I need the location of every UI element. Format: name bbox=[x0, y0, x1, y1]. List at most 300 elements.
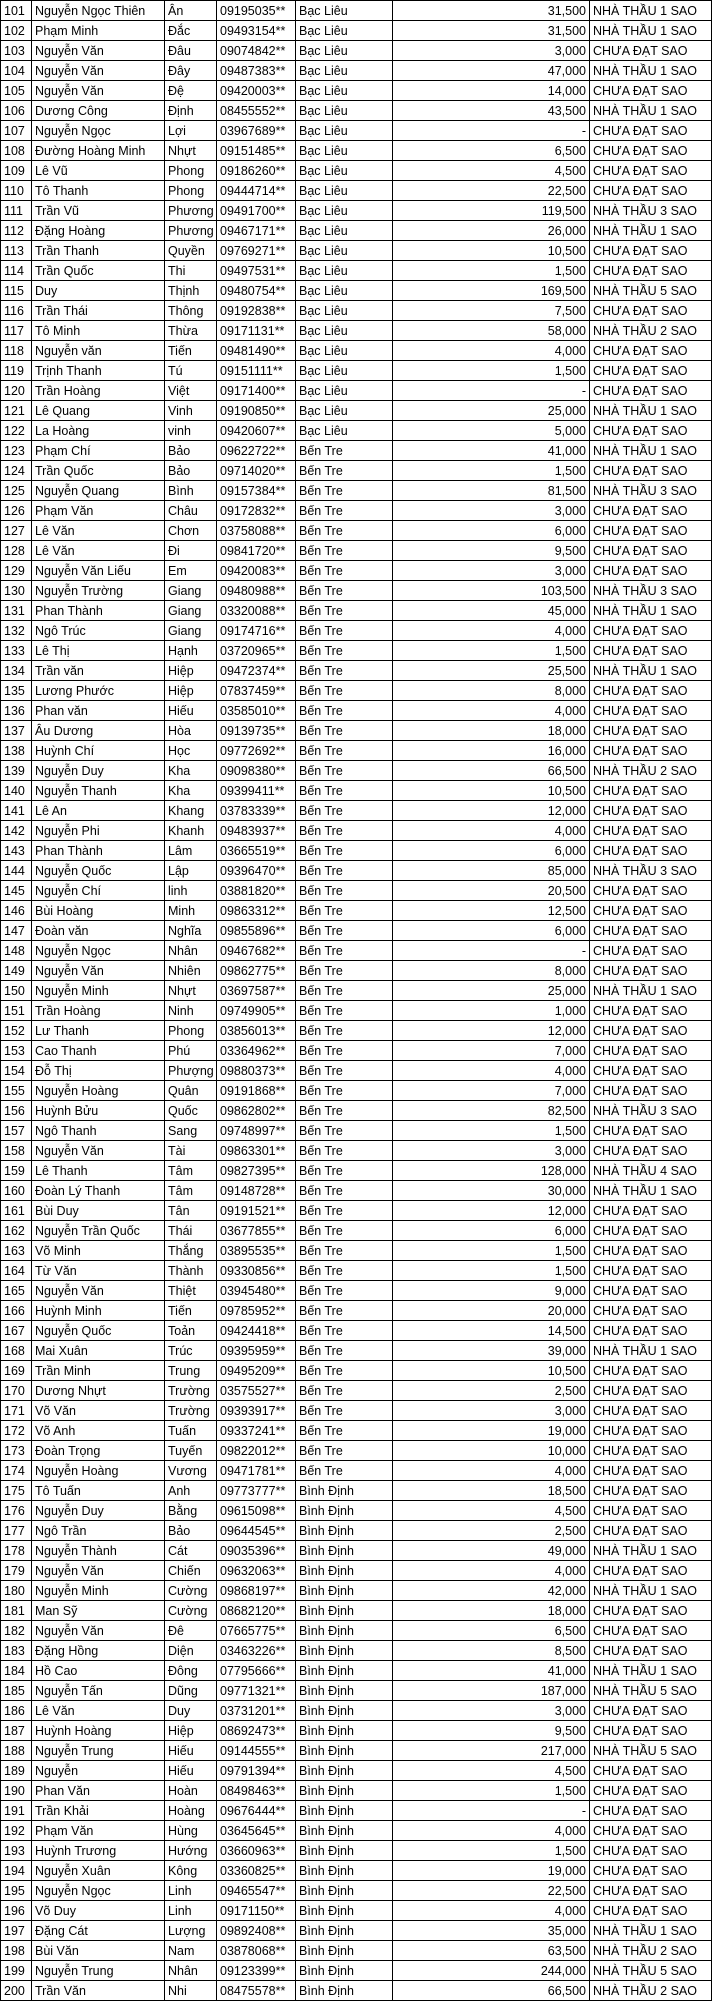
row-number-cell: 185 bbox=[1, 1681, 32, 1701]
row-number-cell: 117 bbox=[1, 321, 32, 341]
table-row bbox=[1, 1481, 712, 1501]
rank-status-cell: NHÀ THẦU 1 SAO bbox=[590, 21, 712, 41]
given-name-cell: Giang bbox=[165, 601, 217, 621]
last-middle-name-cell: Bùi Hoàng bbox=[32, 901, 165, 921]
rank-status-cell: CHƯA ĐẠT SAO bbox=[590, 1261, 712, 1281]
table-row bbox=[1, 421, 712, 441]
rank-status-cell: CHƯA ĐẠT SAO bbox=[590, 1361, 712, 1381]
rank-status-cell: NHÀ THẦU 1 SAO bbox=[590, 441, 712, 461]
points-cell: 187,000 bbox=[393, 1681, 590, 1701]
given-name-cell: Hoàng bbox=[165, 1801, 217, 1821]
province-cell: Bến Tre bbox=[296, 641, 393, 661]
last-middle-name-cell: Đoàn văn bbox=[32, 921, 165, 941]
points-cell: 9,000 bbox=[393, 1281, 590, 1301]
points-cell: 35,000 bbox=[393, 1921, 590, 1941]
table-row bbox=[1, 241, 712, 261]
row-number-cell: 171 bbox=[1, 1401, 32, 1421]
last-middle-name-cell: Huỳnh Trương bbox=[32, 1841, 165, 1861]
rank-status-cell: NHÀ THẦU 2 SAO bbox=[590, 321, 712, 341]
phone-number-cell: 03585010** bbox=[217, 701, 296, 721]
points-cell: 4,000 bbox=[393, 1821, 590, 1841]
last-middle-name-cell: Nguyễn Quang bbox=[32, 481, 165, 501]
given-name-cell: Lợi bbox=[165, 121, 217, 141]
phone-number-cell: 09785952** bbox=[217, 1301, 296, 1321]
province-cell: Bến Tre bbox=[296, 881, 393, 901]
points-cell: 12,000 bbox=[393, 1201, 590, 1221]
row-number-cell: 155 bbox=[1, 1081, 32, 1101]
given-name-cell: Em bbox=[165, 561, 217, 581]
last-middle-name-cell: Phạm Văn bbox=[32, 1821, 165, 1841]
row-number-cell: 105 bbox=[1, 81, 32, 101]
points-cell: 7,500 bbox=[393, 301, 590, 321]
province-cell: Bạc Liêu bbox=[296, 161, 393, 181]
table-row bbox=[1, 1261, 712, 1281]
given-name-cell: Tú bbox=[165, 361, 217, 381]
rank-status-cell: CHƯA ĐẠT SAO bbox=[590, 821, 712, 841]
table-row bbox=[1, 601, 712, 621]
row-number-cell: 190 bbox=[1, 1781, 32, 1801]
rank-status-cell: CHƯA ĐẠT SAO bbox=[590, 921, 712, 941]
row-number-cell: 130 bbox=[1, 581, 32, 601]
rank-status-cell: CHƯA ĐẠT SAO bbox=[590, 1801, 712, 1821]
last-middle-name-cell: Nguyễn Xuân bbox=[32, 1861, 165, 1881]
last-middle-name-cell: Nguyễn Văn bbox=[32, 1621, 165, 1641]
points-cell: 19,000 bbox=[393, 1421, 590, 1441]
row-number-cell: 163 bbox=[1, 1241, 32, 1261]
table-row bbox=[1, 1621, 712, 1641]
row-number-cell: 142 bbox=[1, 821, 32, 841]
rank-status-cell: NHÀ THẦU 1 SAO bbox=[590, 981, 712, 1001]
given-name-cell: Thiệt bbox=[165, 1281, 217, 1301]
row-number-cell: 157 bbox=[1, 1121, 32, 1141]
province-cell: Bến Tre bbox=[296, 921, 393, 941]
row-number-cell: 192 bbox=[1, 1821, 32, 1841]
points-cell: 12,500 bbox=[393, 901, 590, 921]
row-number-cell: 143 bbox=[1, 841, 32, 861]
province-cell: Bến Tre bbox=[296, 1201, 393, 1221]
row-number-cell: 133 bbox=[1, 641, 32, 661]
province-cell: Bến Tre bbox=[296, 1101, 393, 1121]
rank-status-cell: CHƯA ĐẠT SAO bbox=[590, 1881, 712, 1901]
given-name-cell: Hiệp bbox=[165, 681, 217, 701]
rank-status-cell: CHƯA ĐẠT SAO bbox=[590, 41, 712, 61]
given-name-cell: Bảo bbox=[165, 461, 217, 481]
table-row bbox=[1, 61, 712, 81]
given-name-cell: linh bbox=[165, 881, 217, 901]
table-row bbox=[1, 1521, 712, 1541]
given-name-cell: Tân bbox=[165, 1201, 217, 1221]
rank-status-cell: CHƯA ĐẠT SAO bbox=[590, 1321, 712, 1341]
table-row bbox=[1, 641, 712, 661]
phone-number-cell: 09330856** bbox=[217, 1261, 296, 1281]
row-number-cell: 189 bbox=[1, 1761, 32, 1781]
given-name-cell: Phú bbox=[165, 1041, 217, 1061]
rank-status-cell: NHÀ THẦU 3 SAO bbox=[590, 581, 712, 601]
given-name-cell: Vương bbox=[165, 1461, 217, 1481]
given-name-cell: Hiệp bbox=[165, 1721, 217, 1741]
table-row bbox=[1, 1181, 712, 1201]
province-cell: Bến Tre bbox=[296, 721, 393, 741]
phone-number-cell: 09139735** bbox=[217, 721, 296, 741]
rank-status-cell: NHÀ THẦU 1 SAO bbox=[590, 221, 712, 241]
last-middle-name-cell: Âu Dương bbox=[32, 721, 165, 741]
phone-number-cell: 03660963** bbox=[217, 1841, 296, 1861]
province-cell: Bến Tre bbox=[296, 1141, 393, 1161]
rank-status-cell: CHƯA ĐẠT SAO bbox=[590, 1001, 712, 1021]
rank-status-cell: CHƯA ĐẠT SAO bbox=[590, 1701, 712, 1721]
row-number-cell: 127 bbox=[1, 521, 32, 541]
rank-status-cell: CHƯA ĐẠT SAO bbox=[590, 1381, 712, 1401]
province-cell: Bình Định bbox=[296, 1801, 393, 1821]
phone-number-cell: 03364962** bbox=[217, 1041, 296, 1061]
row-number-cell: 128 bbox=[1, 541, 32, 561]
table-row bbox=[1, 1961, 712, 1981]
given-name-cell: Hạnh bbox=[165, 641, 217, 661]
last-middle-name-cell: Từ Văn bbox=[32, 1261, 165, 1281]
table-row bbox=[1, 41, 712, 61]
given-name-cell: Nghĩa bbox=[165, 921, 217, 941]
phone-number-cell: 09487383** bbox=[217, 61, 296, 81]
given-name-cell: Học bbox=[165, 741, 217, 761]
last-middle-name-cell: Lê Văn bbox=[32, 521, 165, 541]
row-number-cell: 173 bbox=[1, 1441, 32, 1461]
rank-status-cell: NHÀ THẦU 5 SAO bbox=[590, 281, 712, 301]
points-cell: 20,000 bbox=[393, 1301, 590, 1321]
rank-status-cell: NHÀ THẦU 1 SAO bbox=[590, 61, 712, 81]
province-cell: Bình Định bbox=[296, 1781, 393, 1801]
phone-number-cell: 09171131** bbox=[217, 321, 296, 341]
table-row bbox=[1, 661, 712, 681]
province-cell: Bình Định bbox=[296, 1721, 393, 1741]
phone-number-cell: 03783339** bbox=[217, 801, 296, 821]
phone-number-cell: 09855896** bbox=[217, 921, 296, 941]
province-cell: Bến Tre bbox=[296, 801, 393, 821]
rank-status-cell: CHƯA ĐẠT SAO bbox=[590, 141, 712, 161]
row-number-cell: 170 bbox=[1, 1381, 32, 1401]
last-middle-name-cell: Trần văn bbox=[32, 661, 165, 681]
given-name-cell: Hiệp bbox=[165, 661, 217, 681]
given-name-cell: Nhựt bbox=[165, 141, 217, 161]
province-cell: Bình Định bbox=[296, 1561, 393, 1581]
phone-number-cell: 03856013** bbox=[217, 1021, 296, 1041]
table-row bbox=[1, 1561, 712, 1581]
row-number-cell: 195 bbox=[1, 1881, 32, 1901]
last-middle-name-cell: Trần Vũ bbox=[32, 201, 165, 221]
rank-status-cell: CHƯA ĐẠT SAO bbox=[590, 1821, 712, 1841]
given-name-cell: Giang bbox=[165, 621, 217, 641]
last-middle-name-cell: Nguyễn Phi bbox=[32, 821, 165, 841]
points-cell: 4,000 bbox=[393, 621, 590, 641]
points-cell: 3,000 bbox=[393, 1141, 590, 1161]
last-middle-name-cell: Nguyễn Minh bbox=[32, 1581, 165, 1601]
table-row bbox=[1, 441, 712, 461]
table-row bbox=[1, 981, 712, 1001]
rank-status-cell: CHƯA ĐẠT SAO bbox=[590, 81, 712, 101]
table-row bbox=[1, 741, 712, 761]
phone-number-cell: 07837459** bbox=[217, 681, 296, 701]
phone-number-cell: 03360825** bbox=[217, 1861, 296, 1881]
rank-status-cell: NHÀ THẦU 3 SAO bbox=[590, 861, 712, 881]
province-cell: Bạc Liêu bbox=[296, 341, 393, 361]
points-cell: 6,000 bbox=[393, 921, 590, 941]
rank-status-cell: CHƯA ĐẠT SAO bbox=[590, 881, 712, 901]
province-cell: Bến Tre bbox=[296, 941, 393, 961]
row-number-cell: 169 bbox=[1, 1361, 32, 1381]
last-middle-name-cell: Nguyễn Thanh bbox=[32, 781, 165, 801]
phone-number-cell: 03945480** bbox=[217, 1281, 296, 1301]
table-row bbox=[1, 1141, 712, 1161]
rank-status-cell: NHÀ THẦU 1 SAO bbox=[590, 1661, 712, 1681]
province-cell: Bến Tre bbox=[296, 781, 393, 801]
row-number-cell: 110 bbox=[1, 181, 32, 201]
rank-status-cell: CHƯA ĐẠT SAO bbox=[590, 1281, 712, 1301]
last-middle-name-cell: Lê Vũ bbox=[32, 161, 165, 181]
last-middle-name-cell: Nguyễn Quốc bbox=[32, 1321, 165, 1341]
last-middle-name-cell: Nguyễn Văn bbox=[32, 1141, 165, 1161]
phone-number-cell: 07665775** bbox=[217, 1621, 296, 1641]
province-cell: Bình Định bbox=[296, 1761, 393, 1781]
province-cell: Bến Tre bbox=[296, 601, 393, 621]
table-row bbox=[1, 1121, 712, 1141]
given-name-cell: Đắc bbox=[165, 21, 217, 41]
last-middle-name-cell: Lê Văn bbox=[32, 541, 165, 561]
rank-status-cell: CHƯA ĐẠT SAO bbox=[590, 301, 712, 321]
phone-number-cell: 09841720** bbox=[217, 541, 296, 561]
table-row bbox=[1, 901, 712, 921]
last-middle-name-cell: Lê Thanh bbox=[32, 1161, 165, 1181]
rank-status-cell: CHƯA ĐẠT SAO bbox=[590, 121, 712, 141]
province-cell: Bạc Liêu bbox=[296, 181, 393, 201]
rank-status-cell: CHƯA ĐẠT SAO bbox=[590, 841, 712, 861]
table-row bbox=[1, 1781, 712, 1801]
rank-status-cell: CHƯA ĐẠT SAO bbox=[590, 741, 712, 761]
table-row bbox=[1, 381, 712, 401]
given-name-cell: Duy bbox=[165, 1701, 217, 1721]
rank-status-cell: CHƯA ĐẠT SAO bbox=[590, 1441, 712, 1461]
phone-number-cell: 09191521** bbox=[217, 1201, 296, 1221]
phone-number-cell: 08455552** bbox=[217, 101, 296, 121]
last-middle-name-cell: Lê Quang bbox=[32, 401, 165, 421]
last-middle-name-cell: Nguyễn Văn bbox=[32, 1561, 165, 1581]
row-number-cell: 131 bbox=[1, 601, 32, 621]
table-row bbox=[1, 161, 712, 181]
rank-status-cell: CHƯA ĐẠT SAO bbox=[590, 181, 712, 201]
rank-status-cell: CHƯA ĐẠT SAO bbox=[590, 501, 712, 521]
points-cell: 81,500 bbox=[393, 481, 590, 501]
rank-status-cell: CHƯA ĐẠT SAO bbox=[590, 1601, 712, 1621]
given-name-cell: Sang bbox=[165, 1121, 217, 1141]
given-name-cell: Nhiên bbox=[165, 961, 217, 981]
last-middle-name-cell: Dương Công bbox=[32, 101, 165, 121]
given-name-cell: Tài bbox=[165, 1141, 217, 1161]
row-number-cell: 113 bbox=[1, 241, 32, 261]
given-name-cell: Việt bbox=[165, 381, 217, 401]
points-cell: 103,500 bbox=[393, 581, 590, 601]
given-name-cell: Đây bbox=[165, 61, 217, 81]
points-cell: 30,000 bbox=[393, 1181, 590, 1201]
phone-number-cell: 09395959** bbox=[217, 1341, 296, 1361]
points-cell: 4,000 bbox=[393, 1561, 590, 1581]
points-cell: 45,000 bbox=[393, 601, 590, 621]
phone-number-cell: 08498463** bbox=[217, 1781, 296, 1801]
given-name-cell: Quốc bbox=[165, 1101, 217, 1121]
row-number-cell: 103 bbox=[1, 41, 32, 61]
province-cell: Bến Tre bbox=[296, 1321, 393, 1341]
phone-number-cell: 09420083** bbox=[217, 561, 296, 581]
table-row bbox=[1, 1641, 712, 1661]
given-name-cell: Phong bbox=[165, 161, 217, 181]
rank-status-cell: CHƯA ĐẠT SAO bbox=[590, 461, 712, 481]
row-number-cell: 165 bbox=[1, 1281, 32, 1301]
given-name-cell: Anh bbox=[165, 1481, 217, 1501]
table-row bbox=[1, 781, 712, 801]
table-row bbox=[1, 101, 712, 121]
phone-number-cell: 09863312** bbox=[217, 901, 296, 921]
rank-status-cell: CHƯA ĐẠT SAO bbox=[590, 261, 712, 281]
province-cell: Bình Định bbox=[296, 1841, 393, 1861]
province-cell: Bạc Liêu bbox=[296, 201, 393, 221]
given-name-cell: Phong bbox=[165, 181, 217, 201]
given-name-cell: Đi bbox=[165, 541, 217, 561]
province-cell: Bạc Liêu bbox=[296, 241, 393, 261]
row-number-cell: 104 bbox=[1, 61, 32, 81]
province-cell: Bạc Liêu bbox=[296, 321, 393, 341]
points-cell: 217,000 bbox=[393, 1741, 590, 1761]
given-name-cell: Thành bbox=[165, 1261, 217, 1281]
row-number-cell: 151 bbox=[1, 1001, 32, 1021]
rank-status-cell: NHÀ THẦU 5 SAO bbox=[590, 1741, 712, 1761]
phone-number-cell: 09399411** bbox=[217, 781, 296, 801]
row-number-cell: 120 bbox=[1, 381, 32, 401]
province-cell: Bến Tre bbox=[296, 701, 393, 721]
province-cell: Bạc Liêu bbox=[296, 61, 393, 81]
province-cell: Bình Định bbox=[296, 1541, 393, 1561]
given-name-cell: Hùng bbox=[165, 1821, 217, 1841]
phone-number-cell: 09192838** bbox=[217, 301, 296, 321]
row-number-cell: 198 bbox=[1, 1941, 32, 1961]
given-name-cell: Đông bbox=[165, 1661, 217, 1681]
row-number-cell: 126 bbox=[1, 501, 32, 521]
province-cell: Bình Định bbox=[296, 1641, 393, 1661]
table-row bbox=[1, 1701, 712, 1721]
last-middle-name-cell: Nguyễn văn bbox=[32, 341, 165, 361]
phone-number-cell: 03463226** bbox=[217, 1641, 296, 1661]
phone-number-cell: 09892408** bbox=[217, 1921, 296, 1941]
points-cell: 14,000 bbox=[393, 81, 590, 101]
province-cell: Bạc Liêu bbox=[296, 361, 393, 381]
last-middle-name-cell: Ngô Trúc bbox=[32, 621, 165, 641]
given-name-cell: Phương bbox=[165, 221, 217, 241]
given-name-cell: Tuấn bbox=[165, 1421, 217, 1441]
table-row bbox=[1, 1981, 712, 2001]
points-cell: 22,500 bbox=[393, 181, 590, 201]
phone-number-cell: 09495209** bbox=[217, 1361, 296, 1381]
table-row bbox=[1, 721, 712, 741]
province-cell: Bến Tre bbox=[296, 1381, 393, 1401]
rank-status-cell: CHƯA ĐẠT SAO bbox=[590, 1861, 712, 1881]
rank-status-cell: CHƯA ĐẠT SAO bbox=[590, 1721, 712, 1741]
row-number-cell: 140 bbox=[1, 781, 32, 801]
points-cell: 1,500 bbox=[393, 361, 590, 381]
phone-number-cell: 09773777** bbox=[217, 1481, 296, 1501]
points-cell: 3,000 bbox=[393, 1701, 590, 1721]
last-middle-name-cell: Nguyễn Ngọc bbox=[32, 121, 165, 141]
table-row bbox=[1, 481, 712, 501]
given-name-cell: Tâm bbox=[165, 1181, 217, 1201]
points-cell: - bbox=[393, 1801, 590, 1821]
points-cell: 8,000 bbox=[393, 681, 590, 701]
province-cell: Bình Định bbox=[296, 1961, 393, 1981]
phone-number-cell: 09471781** bbox=[217, 1461, 296, 1481]
table-row bbox=[1, 561, 712, 581]
given-name-cell: Tiến bbox=[165, 1301, 217, 1321]
row-number-cell: 168 bbox=[1, 1341, 32, 1361]
last-middle-name-cell: Nguyễn Ngọc bbox=[32, 1881, 165, 1901]
given-name-cell: Hiếu bbox=[165, 701, 217, 721]
table-row bbox=[1, 181, 712, 201]
last-middle-name-cell: Hồ Cao bbox=[32, 1661, 165, 1681]
phone-number-cell: 09174716** bbox=[217, 621, 296, 641]
points-cell: 10,000 bbox=[393, 1441, 590, 1461]
row-number-cell: 187 bbox=[1, 1721, 32, 1741]
phone-number-cell: 09465547** bbox=[217, 1881, 296, 1901]
row-number-cell: 129 bbox=[1, 561, 32, 581]
given-name-cell: Đệ bbox=[165, 81, 217, 101]
table-row bbox=[1, 501, 712, 521]
province-cell: Bến Tre bbox=[296, 681, 393, 701]
province-cell: Bình Định bbox=[296, 1941, 393, 1961]
table-row bbox=[1, 881, 712, 901]
given-name-cell: Phượng bbox=[165, 1061, 217, 1081]
rank-status-cell: CHƯA ĐẠT SAO bbox=[590, 1621, 712, 1641]
row-number-cell: 124 bbox=[1, 461, 32, 481]
table-row bbox=[1, 1361, 712, 1381]
table-row bbox=[1, 1801, 712, 1821]
table-row bbox=[1, 1381, 712, 1401]
table-row bbox=[1, 521, 712, 541]
points-cell: 10,500 bbox=[393, 1361, 590, 1381]
province-cell: Bến Tre bbox=[296, 901, 393, 921]
row-number-cell: 191 bbox=[1, 1801, 32, 1821]
last-middle-name-cell: Bùi Văn bbox=[32, 1941, 165, 1961]
points-cell: 10,500 bbox=[393, 781, 590, 801]
phone-number-cell: 09151111** bbox=[217, 361, 296, 381]
last-middle-name-cell: Phan Thành bbox=[32, 841, 165, 861]
table-row bbox=[1, 401, 712, 421]
given-name-cell: Hòa bbox=[165, 721, 217, 741]
province-cell: Bạc Liêu bbox=[296, 41, 393, 61]
last-middle-name-cell: Nguyễn Duy bbox=[32, 761, 165, 781]
phone-number-cell: 09827395** bbox=[217, 1161, 296, 1181]
last-middle-name-cell: Nguyễn Ngọc Thiên bbox=[32, 1, 165, 21]
phone-number-cell: 09393917** bbox=[217, 1401, 296, 1421]
row-number-cell: 156 bbox=[1, 1101, 32, 1121]
province-cell: Bình Định bbox=[296, 1881, 393, 1901]
row-number-cell: 137 bbox=[1, 721, 32, 741]
table-row bbox=[1, 281, 712, 301]
points-cell: 4,500 bbox=[393, 161, 590, 181]
last-middle-name-cell: Tô Minh bbox=[32, 321, 165, 341]
given-name-cell: Nhân bbox=[165, 941, 217, 961]
rank-status-cell: CHƯA ĐẠT SAO bbox=[590, 621, 712, 641]
last-middle-name-cell: Đỗ Thị bbox=[32, 1061, 165, 1081]
province-cell: Bến Tre bbox=[296, 1281, 393, 1301]
last-middle-name-cell: Huỳnh Bửu bbox=[32, 1101, 165, 1121]
points-cell: 14,500 bbox=[393, 1321, 590, 1341]
province-cell: Bình Định bbox=[296, 1621, 393, 1641]
last-middle-name-cell: Nguyễn Trường bbox=[32, 581, 165, 601]
last-middle-name-cell: Lê An bbox=[32, 801, 165, 821]
